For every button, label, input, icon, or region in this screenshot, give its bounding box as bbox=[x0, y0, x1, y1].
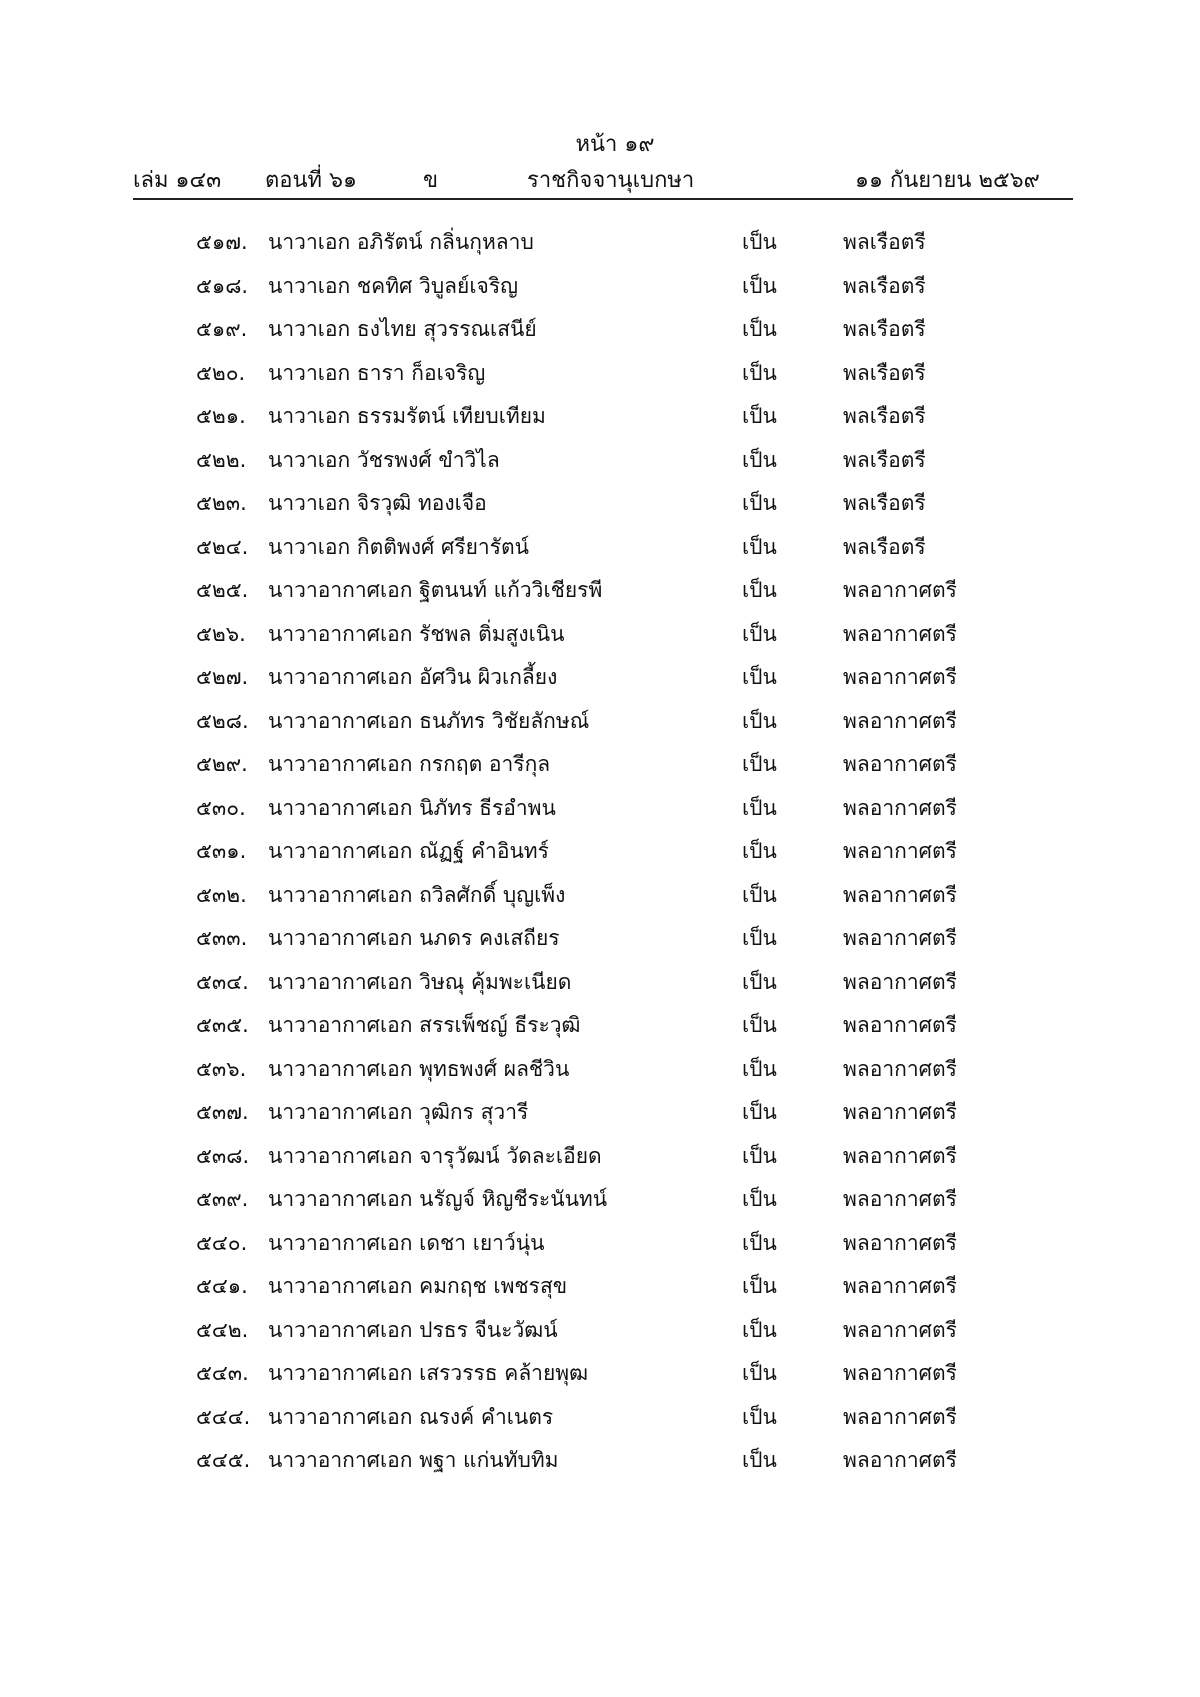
entry-number: ๕๓๘. bbox=[196, 1143, 250, 1168]
entry-verb: เป็น bbox=[742, 839, 777, 863]
entry-verb: เป็น bbox=[742, 1317, 777, 1342]
entry-number: ๕๒๕. bbox=[196, 578, 249, 602]
entry-verb: เป็น bbox=[742, 665, 777, 689]
issue-label: ตอนที่ ๖๑ bbox=[265, 168, 357, 193]
entry-number: ๕๔๑. bbox=[196, 1274, 248, 1298]
entry-verb: เป็น bbox=[742, 578, 777, 602]
volume-label: เล่ม ๑๔๓ bbox=[133, 168, 222, 193]
entry-verb: เป็น bbox=[742, 969, 777, 994]
appointment-list bbox=[0, 226, 1200, 1488]
entry-verb: เป็น bbox=[742, 708, 777, 733]
list-item bbox=[0, 879, 1200, 923]
publication-title: ราชกิจจานุเบกษา bbox=[527, 168, 695, 193]
entry-rank: พลอากาศตรี bbox=[843, 1100, 957, 1124]
header-divider bbox=[133, 198, 1073, 200]
entry-verb: เป็น bbox=[742, 317, 777, 341]
entry-number: ๕๔๓. bbox=[196, 1361, 249, 1385]
entry-verb: เป็น bbox=[742, 1448, 777, 1472]
list-item bbox=[0, 1314, 1200, 1358]
entry-rank: พลอากาศตรี bbox=[843, 1013, 957, 1037]
entry-number: ๕๓๒. bbox=[196, 882, 247, 907]
entry-name: นาวาอากาศเอก ฐิตนนท์ แก้ววิเชียรพี bbox=[268, 578, 603, 602]
entry-number: ๕๒๔. bbox=[196, 534, 249, 559]
entry-name: นาวาอากาศเอก ณัฏฐ์ คำอินทร์ bbox=[268, 839, 549, 863]
entry-verb: เป็น bbox=[742, 491, 777, 515]
entry-verb: เป็น bbox=[742, 752, 777, 776]
entry-name: นาวาอากาศเอก พุทธพงศ์ ผลชีวิน bbox=[268, 1056, 570, 1081]
entry-name: นาวาอากาศเอก พฐา แก่นทับทิม bbox=[268, 1448, 559, 1472]
entry-number: ๕๒๘. bbox=[196, 708, 249, 733]
entry-verb: เป็น bbox=[742, 360, 777, 385]
entry-verb: เป็น bbox=[742, 1404, 777, 1429]
entry-number: ๕๑๙. bbox=[196, 317, 248, 341]
list-item bbox=[0, 748, 1200, 792]
entry-name: นาวาเอก อภิรัตน์ กลิ่นกุหลาบ bbox=[268, 230, 534, 254]
list-item bbox=[0, 661, 1200, 705]
entry-name: นาวาอากาศเอก ธนภัทร วิชัยลักษณ์ bbox=[268, 708, 590, 733]
entry-rank: พลอากาศตรี bbox=[843, 1187, 957, 1211]
entry-name: นาวาอากาศเอก เดชา เยาว์นุ่น bbox=[268, 1230, 545, 1255]
list-item bbox=[0, 487, 1200, 531]
entry-name: นาวาอากาศเอก ปรธร จีนะวัฒน์ bbox=[268, 1317, 558, 1342]
entry-number: ๕๒๓. bbox=[196, 491, 247, 515]
list-item bbox=[0, 835, 1200, 879]
entry-rank: พลอากาศตรี bbox=[843, 795, 957, 820]
entry-name: นาวาเอก จิรวุฒิ ทองเจือ bbox=[268, 491, 487, 515]
entry-verb: เป็น bbox=[742, 795, 777, 820]
list-item bbox=[0, 1227, 1200, 1271]
entry-rank: พลอากาศตรี bbox=[843, 926, 957, 950]
page-number: หน้า ๑๙ bbox=[575, 132, 655, 157]
gazette-header bbox=[133, 162, 1073, 194]
list-item bbox=[0, 1053, 1200, 1097]
entry-name: นาวาอากาศเอก รัชพล ติ่มสูงเนิน bbox=[268, 621, 565, 646]
entry-number: ๕๓๖. bbox=[196, 1056, 247, 1081]
entry-number: ๕๔๒. bbox=[196, 1317, 249, 1342]
entry-rank: พลอากาศตรี bbox=[843, 665, 957, 689]
entry-number: ๕๒๒. bbox=[196, 447, 247, 472]
entry-rank: พลอากาศตรี bbox=[843, 621, 957, 646]
entry-number: ๕๒๙. bbox=[196, 752, 248, 776]
entry-number: ๕๒๑. bbox=[196, 404, 246, 428]
entry-number: ๕๓๐. bbox=[196, 795, 246, 820]
list-item bbox=[0, 226, 1200, 270]
entry-name: นาวาอากาศเอก นรัญจ์ หิญชีระนันทน์ bbox=[268, 1187, 608, 1211]
entry-name: นาวาอากาศเอก สรรเพ็ชญ์ ธีระวุฒิ bbox=[268, 1013, 581, 1037]
entry-verb: เป็น bbox=[742, 230, 777, 254]
entry-number: ๕๓๑. bbox=[196, 839, 247, 863]
entry-name: นาวาเอก ชคทิศ วิบูลย์เจริญ bbox=[268, 273, 519, 298]
entry-rank: พลอากาศตรี bbox=[843, 708, 957, 733]
entry-verb: เป็น bbox=[742, 1056, 777, 1081]
entry-name: นาวาเอก ธารา ก็อเจริญ bbox=[268, 360, 486, 385]
entry-name: นาวาอากาศเอก วิษณุ คุ้มพะเนียด bbox=[268, 969, 572, 994]
entry-name: นาวาอากาศเอก กรกฤต อารีกุล bbox=[268, 752, 551, 776]
entry-number: ๕๑๘. bbox=[196, 273, 249, 298]
list-item bbox=[0, 1444, 1200, 1488]
list-item bbox=[0, 1009, 1200, 1053]
entry-rank: พลอากาศตรี bbox=[843, 882, 957, 907]
entry-verb: เป็น bbox=[742, 882, 777, 907]
entry-number: ๕๔๔. bbox=[196, 1404, 251, 1429]
entry-rank: พลเรือตรี bbox=[843, 447, 926, 472]
list-item bbox=[0, 270, 1200, 314]
entry-rank: พลอากาศตรี bbox=[843, 1361, 957, 1385]
entry-number: ๕๔๐. bbox=[196, 1230, 248, 1255]
entry-verb: เป็น bbox=[742, 273, 777, 298]
entry-rank: พลอากาศตรี bbox=[843, 1274, 957, 1298]
entry-verb: เป็น bbox=[742, 621, 777, 646]
entry-name: นาวาอากาศเอก เสรวรรธ คล้ายพุฒ bbox=[268, 1361, 589, 1385]
list-item bbox=[0, 1270, 1200, 1314]
list-item bbox=[0, 922, 1200, 966]
entry-number: ๕๓๓. bbox=[196, 926, 248, 950]
entry-number: ๕๓๙. bbox=[196, 1187, 249, 1211]
entry-number: ๕๔๕. bbox=[196, 1448, 251, 1472]
entry-number: ๕๒๗. bbox=[196, 665, 249, 689]
entry-verb: เป็น bbox=[742, 534, 777, 559]
list-item bbox=[0, 444, 1200, 488]
entry-name: นาวาอากาศเอก ณรงค์ คำเนตร bbox=[268, 1404, 554, 1429]
entry-rank: พลอากาศตรี bbox=[843, 1317, 957, 1342]
publication-date: ๑๑ กันยายน ๒๕๖๙ bbox=[855, 168, 1040, 193]
entry-rank: พลอากาศตรี bbox=[843, 1404, 957, 1429]
entry-rank: พลเรือตรี bbox=[843, 273, 926, 298]
entry-verb: เป็น bbox=[742, 1143, 777, 1168]
entry-verb: เป็น bbox=[742, 447, 777, 472]
list-item bbox=[0, 1401, 1200, 1445]
entry-rank: พลเรือตรี bbox=[843, 404, 926, 428]
list-item bbox=[0, 792, 1200, 836]
list-item bbox=[0, 1183, 1200, 1227]
list-item bbox=[0, 618, 1200, 662]
entry-name: นาวาอากาศเอก นภดร คงเสถียร bbox=[268, 926, 560, 950]
entry-verb: เป็น bbox=[742, 404, 777, 428]
entry-name: นาวาเอก กิตติพงศ์ ศรียารัตน์ bbox=[268, 534, 529, 559]
entry-number: ๕๓๔. bbox=[196, 969, 249, 994]
entry-verb: เป็น bbox=[742, 1361, 777, 1385]
entry-name: นาวาอากาศเอก จารุวัฒน์ วัดละเอียด bbox=[268, 1143, 602, 1168]
entry-rank: พลอากาศตรี bbox=[843, 1143, 957, 1168]
entry-rank: พลอากาศตรี bbox=[843, 969, 957, 994]
list-item bbox=[0, 1140, 1200, 1184]
entry-verb: เป็น bbox=[742, 1230, 777, 1255]
entry-rank: พลเรือตรี bbox=[843, 317, 926, 341]
entry-number: ๕๑๗. bbox=[196, 230, 248, 254]
list-item bbox=[0, 357, 1200, 401]
entry-rank: พลอากาศตรี bbox=[843, 1448, 957, 1472]
entry-name: นาวาอากาศเอก อัศวิน ผิวเกลี้ยง bbox=[268, 665, 558, 689]
entry-number: ๕๓๗. bbox=[196, 1100, 249, 1124]
entry-rank: พลเรือตรี bbox=[843, 491, 926, 515]
entry-rank: พลเรือตรี bbox=[843, 360, 926, 385]
entry-verb: เป็น bbox=[742, 1013, 777, 1037]
entry-rank: พลเรือตรี bbox=[843, 230, 926, 254]
entry-number: ๕๓๕. bbox=[196, 1013, 249, 1037]
entry-verb: เป็น bbox=[742, 926, 777, 950]
entry-number: ๕๒๐. bbox=[196, 360, 246, 385]
entry-rank: พลอากาศตรี bbox=[843, 752, 957, 776]
entry-rank: พลเรือตรี bbox=[843, 534, 926, 559]
entry-number: ๕๒๖. bbox=[196, 621, 246, 646]
list-item bbox=[0, 531, 1200, 575]
entry-rank: พลอากาศตรี bbox=[843, 839, 957, 863]
list-item bbox=[0, 400, 1200, 444]
list-item bbox=[0, 966, 1200, 1010]
entry-rank: พลอากาศตรี bbox=[843, 1230, 957, 1255]
entry-name: นาวาเอก ธรรมรัตน์ เทียบเทียม bbox=[268, 404, 546, 428]
entry-rank: พลอากาศตรี bbox=[843, 578, 957, 602]
entry-name: นาวาอากาศเอก คมกฤช เพชรสุข bbox=[268, 1274, 568, 1298]
entry-name: นาวาอากาศเอก ถวิลศักดิ์ บุญเพ็ง bbox=[268, 882, 566, 907]
list-item bbox=[0, 1357, 1200, 1401]
entry-verb: เป็น bbox=[742, 1274, 777, 1298]
list-item bbox=[0, 574, 1200, 618]
entry-name: นาวาเอก ธงไทย สุวรรณเสนีย์ bbox=[268, 317, 537, 341]
entry-rank: พลอากาศตรี bbox=[843, 1056, 957, 1081]
entry-name: นาวาอากาศเอก นิภัทร ธีรอำพน bbox=[268, 795, 556, 820]
entry-name: นาวาอากาศเอก วุฒิกร สุวารี bbox=[268, 1100, 529, 1124]
entry-verb: เป็น bbox=[742, 1100, 777, 1124]
entry-verb: เป็น bbox=[742, 1187, 777, 1211]
list-item bbox=[0, 705, 1200, 749]
section-label: ข bbox=[423, 168, 439, 193]
list-item bbox=[0, 1096, 1200, 1140]
entry-name: นาวาเอก วัชรพงศ์ ขำวิไล bbox=[268, 447, 500, 472]
list-item bbox=[0, 313, 1200, 357]
